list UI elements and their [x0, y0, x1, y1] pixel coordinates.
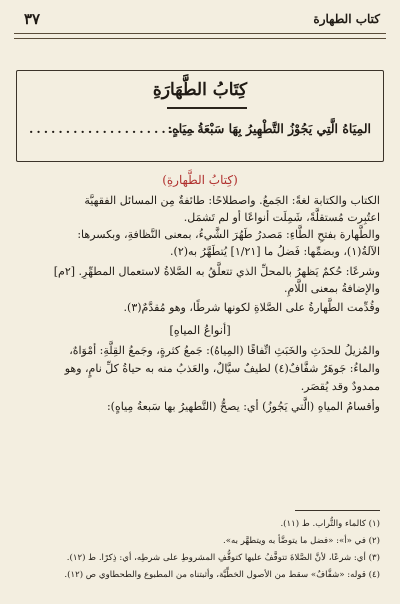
- matn-line: [29, 121, 371, 143]
- matn-box: [16, 70, 384, 162]
- header-rule-thin: [14, 38, 386, 39]
- body-line: وأقسامُ المياهِ (الَّتي يَجُوزُ) أي: يصحُّ (التَّطهيرُ بها سَبعةُ مِياهٍ):: [106, 400, 380, 413]
- body-line: الآلةُ(١)، وبضمِّها: فَضلُ ما [١/٢١] يُتطَهَّرُ به(٢).: [170, 245, 380, 258]
- footnote: (٤) قوله: «شفَّافٌ» سقط من الأصول الخطِّيَّة، وأثبتناه من المطبوع والطحطاوي ص (١٢).: [64, 570, 380, 580]
- running-title: كتاب الطهارة: [313, 12, 380, 26]
- subsection-heading: [أنواعُ المياهِ]: [169, 323, 231, 337]
- footnote: (١) كالماء والتُّراب. ط (١١).: [280, 519, 380, 529]
- page-number: ٣٧: [24, 10, 41, 28]
- section-heading: (كِتابُ الطَّهارةِ): [162, 173, 238, 187]
- footnote-rule: [295, 510, 380, 511]
- body-line: والمُزيلُ للحدَثِ والخَبَثِ اتِّفاقًا (المِياهُ): جَمعُ كثرةٍ، وجَمعُ القِلَّةِ: أمْوَاهٌ،: [69, 344, 380, 357]
- matn-dots: .......................: [29, 121, 199, 136]
- matn-text: المِيَاهُ الَّتِي يَجُوْزُ التَّطْهِيرُ بِهَا سَبْعَةُ مِيَاهٍ:: [167, 121, 371, 136]
- footnote: (٣) أي: شرعًا، لأنَّ الصَّلاةَ تتوقَّفُ عليها كتوقُّفِ المشروطِ على شرطِه، أي: ذِكرًا. ط (١٢).: [66, 553, 380, 563]
- body-line: والطَّهارة بفتحِ الطَّاءِ: مَصدرُ طَهُرَ الشَّيءُ، بمعنى النَّظافةِ، وبكسرها:: [77, 228, 380, 241]
- body-line: وشرعًا: حُكمٌ يَظهرُ بالمحلِّ الذي تتعلَّقُ به الصَّلاةُ لاستعمال المطهِّرِ. [٢م]: [53, 265, 380, 278]
- body-line: والماءُ: جَوهَرٌ شفَّافٌ(٤) لطيفٌ سيَّالٌ، والعَذبُ منه به حياةُ كلِّ نامٍ، وهو: [64, 362, 380, 375]
- footnote: (٢) في «أ»: «فضل ما يتوضَّأ به ويتطهَّر به».: [222, 536, 380, 546]
- body-line: الكتاب والكتابة لغةً: الجَمعُ. واصطلاحًا: طائفةٌ مِن المسائل الفقهيَّة: [84, 194, 380, 207]
- page-header: [20, 8, 380, 30]
- body-line: اعتُبِرت مُستقلَّةً، شَمِلَت أنواعًا أو لم تَشمَل.: [183, 211, 380, 224]
- header-rule: [14, 33, 386, 34]
- book-title: كِتَابُ الطَّهَارَةِ: [152, 80, 248, 100]
- body-line: وقُدِّمت الطَّهارةُ على الصَّلاةِ لكونها شرطًا، وهو مُقدَّمٌ(٣).: [123, 301, 380, 314]
- title-underline: [167, 107, 247, 109]
- body-line: ممدودٌ وقد يُقصَر.: [300, 380, 380, 393]
- body-line: والإضافةُ بمعنى اللَّامِ.: [284, 282, 380, 295]
